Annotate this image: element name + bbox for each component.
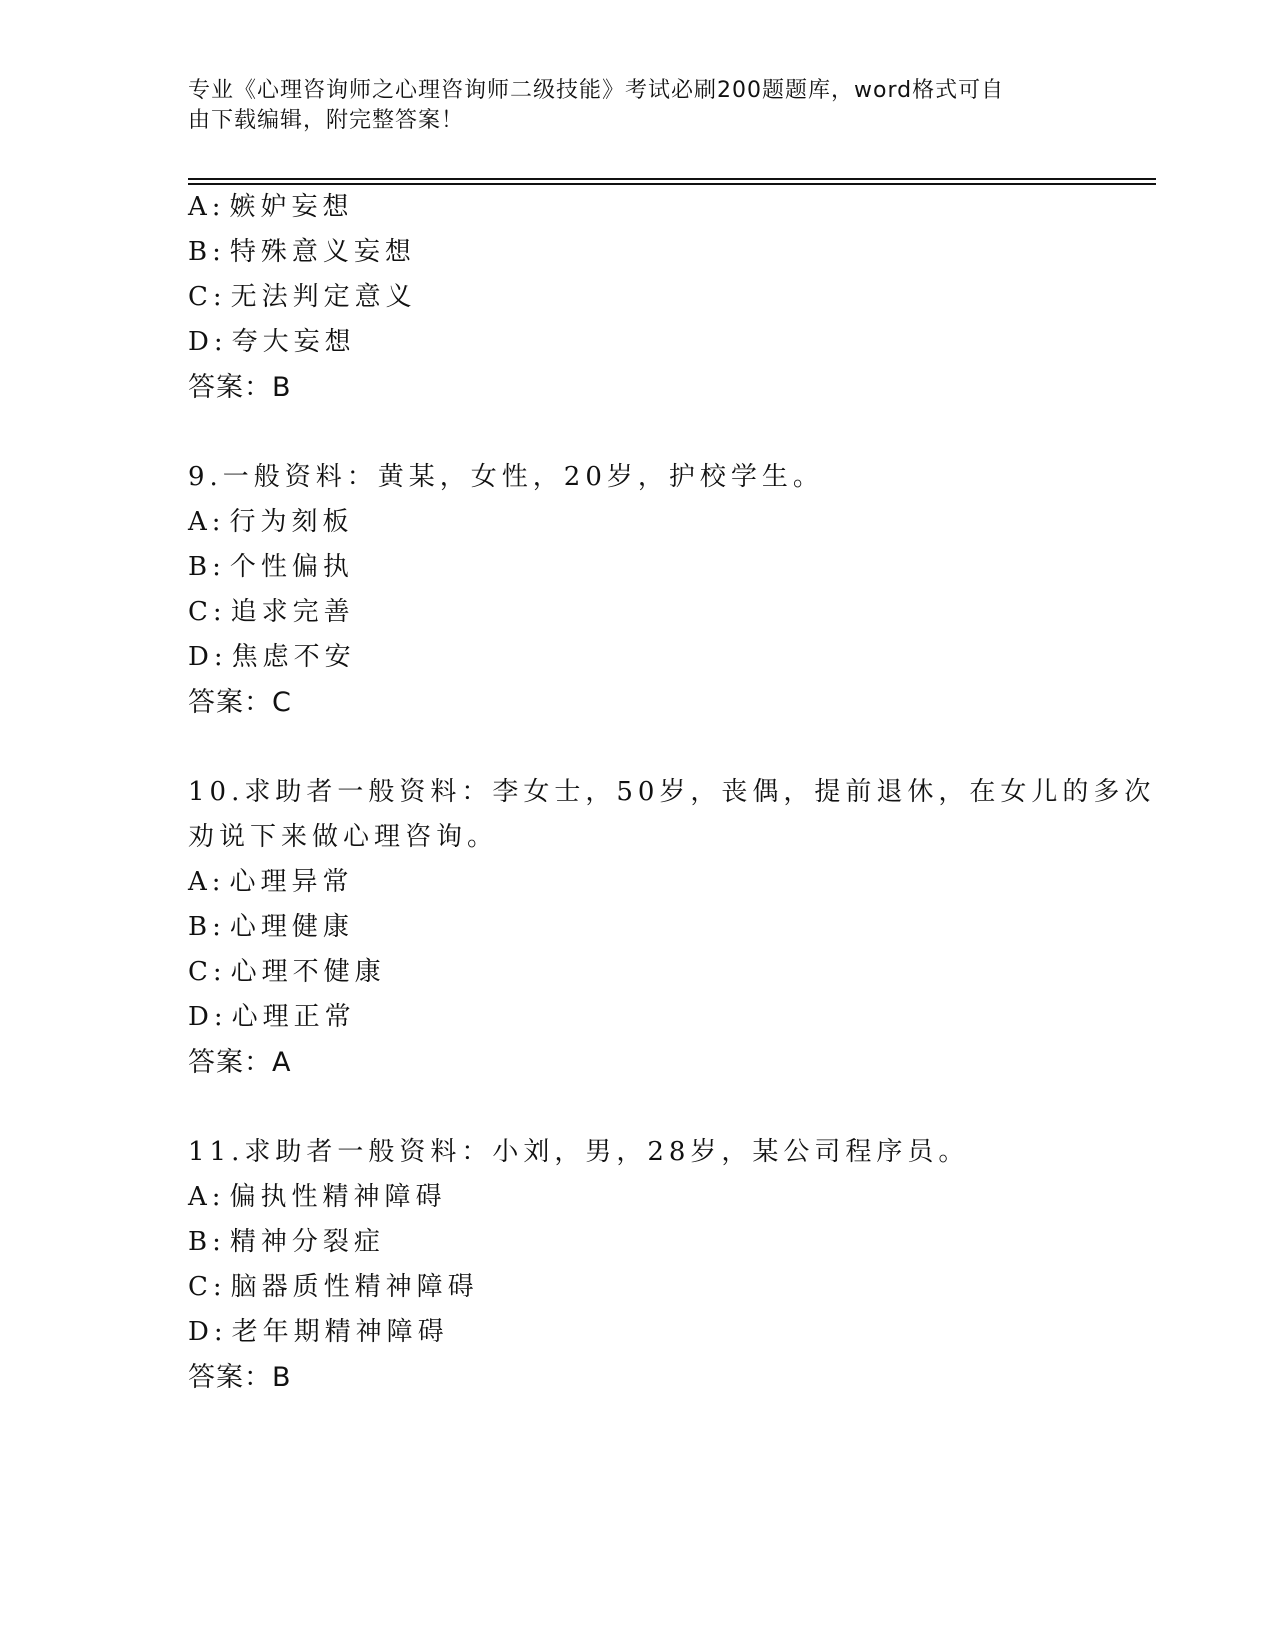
question-10-line-2: 劝说下来做心理咨询。 [188,822,499,852]
header-divider-bottom [188,183,1156,185]
option-b: B: 个性偏执 [188,552,354,582]
option-d: D: 老年期精神障碍 [188,1317,449,1347]
question-11: 11.求助者一般资料：小刘，男，28岁，某公司程序员。 [188,1137,970,1167]
option-b: B: 精神分裂症 [188,1227,385,1257]
option-c: C: 脑器质性精神障碍 [188,1272,479,1302]
header-line-1: 专业《心理咨询师之心理咨询师二级技能》考试必刷200题题库，word格式可自 [188,78,1005,103]
question-9: 9.一般资料：黄某，女性，20岁，护校学生。 [188,462,824,492]
option-a: A: 心理异常 [188,867,354,897]
option-a: A: 偏执性精神障碍 [188,1182,447,1212]
header-line-2: 由下载编辑，附完整答案！ [188,108,465,133]
answer-line: 答案：B [188,1362,292,1393]
option-c: C: 心理不健康 [188,957,386,987]
document-header [188,76,1068,136]
option-b: B: 心理健康 [188,912,354,942]
answer-line: 答案：B [188,372,292,403]
header-divider-top [188,178,1156,180]
option-c: C: 无法判定意义 [188,282,417,312]
answer-line: 答案：C [188,687,292,718]
option-c: C: 追求完善 [188,597,355,627]
option-d: D: 心理正常 [188,1002,356,1032]
option-b: B: 特殊意义妄想 [188,237,416,267]
option-a: A: 嫉妒妄想 [188,192,354,222]
answer-line: 答案：A [188,1047,292,1078]
option-d: D: 焦虑不安 [188,642,356,672]
question-10-line-1: 10.求助者一般资料：李女士，50岁，丧偶，提前退休，在女儿的多次 [188,777,1156,807]
option-a: A: 行为刻板 [188,507,354,537]
option-d: D: 夸大妄想 [188,327,356,357]
